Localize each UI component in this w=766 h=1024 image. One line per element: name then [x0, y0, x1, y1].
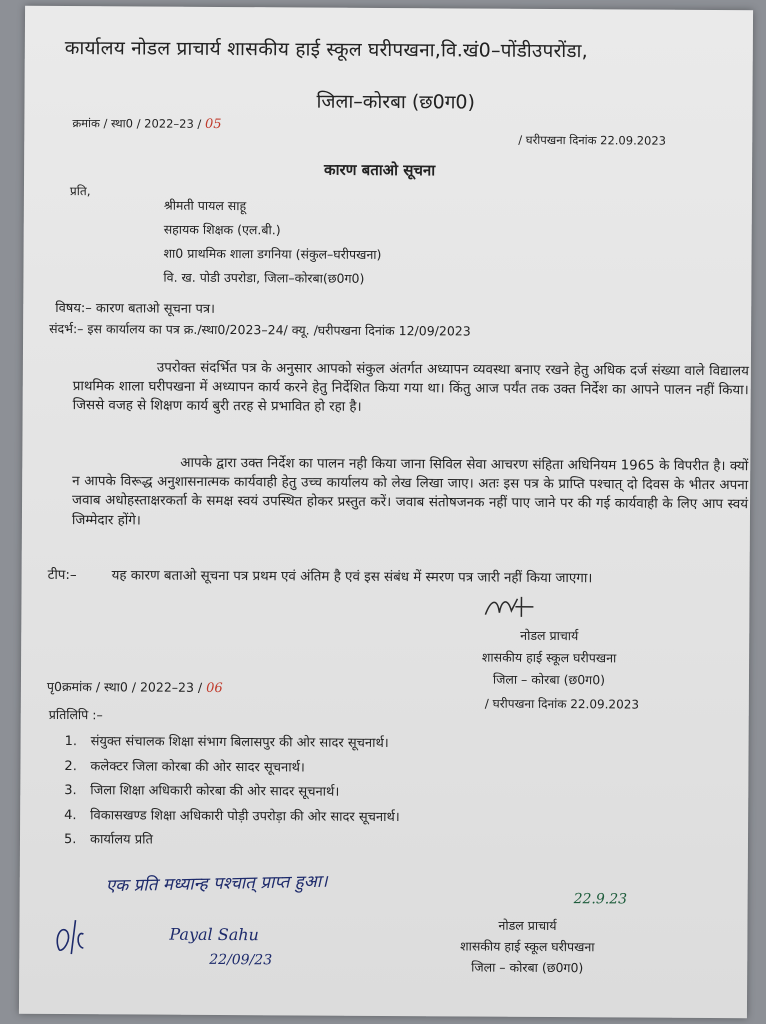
endorsement-date: / घरीपखना दिनांक 22.09.2023 [484, 696, 640, 712]
office-header-line1: कार्यालय नोडल प्राचार्य शासकीय हाई स्कूल घरीपखना,वि.खं0–पोंडीउपरोंडा, [64, 37, 588, 63]
recipient-designation: सहायक शिक्षक (एल.बी.) [163, 221, 281, 238]
signatory-2-district: जिला – कोरबा (छ0ग0) [471, 959, 584, 976]
cc-label: प्रतिलिपि :– [48, 706, 103, 723]
cc-list [64, 730, 400, 855]
signature-scribble-icon [481, 593, 541, 623]
subject-line: विषय:– कारण बताओ सूचना पत्र। [55, 300, 216, 317]
initial-scribble [49, 910, 99, 964]
endorsement-number [47, 678, 223, 696]
document-title: कारण बताओ सूचना [324, 160, 436, 180]
recipient-school: शा0 प्राथमिक शाला डगनिया (संकुल–घरीपखना) [163, 245, 382, 262]
document-page [19, 6, 753, 1018]
list-item: 4. विकासखण्ड शिक्षा अधिकारी पोड़ी उपरोड़ा की ओर सादर सूचनार्थ। [64, 807, 400, 825]
receiver-signature-date: 22/09/23 [209, 951, 273, 969]
receiver-signature-name: Payal Sahu [169, 924, 259, 945]
list-item: 1. संयुक्त संचालक शिक्षा संभाग बिलासपुर की ओर सादर सूचनार्थ। [64, 734, 389, 752]
signature-scribble-row [419, 602, 679, 626]
signature-2-date: 22.9.23 [573, 891, 628, 908]
signature-block [419, 602, 680, 692]
initial-scribble-icon [49, 910, 99, 960]
handwritten-receipt-note: एक प्रति मध्यान्ह पश्चात् प्राप्त हुआ। [105, 871, 328, 897]
recipient-block: वि. ख. पोडी उपरोडा, जिला–कोरबा(छ0ग0) [163, 269, 365, 286]
signatory-designation: नोडल प्राचार्य [520, 627, 579, 644]
signatory-school: शासकीय हाई स्कूल घरीपखना [481, 649, 617, 666]
office-header-line2: जिला–कोरबा (छ0ग0) [316, 90, 476, 114]
reference-number [72, 116, 221, 132]
to-label: प्रति, [69, 184, 91, 199]
body-paragraph-2: आपके द्वारा उक्त निर्देश का पालन नही किया जाना सिविल सेवा आचरण संहिता अधिनियम 1965 के विपरीत है। क्यों न आपके विरूद्ध अनुशासनात्मक कार्यवाही हेतु उच्च कार्यालय को लेख लिखा जाए। अतः इस पत्र के प्राप्ति पश्चात् दो दिवस के भीतर अपना जवाब अधोहस्ताक्षरकर्ता के समक्ष स्वयं उपस्थित होकर प्रस्तुत करें। जवाब संतोषजनक नहीं पाए जाने पर की गई कार्यवाही के लिए आप स्वयं जिम्मेदार होंगे। [71, 455, 749, 529]
body-paragraph-1: उपरोक्त संदर्भित पत्र के अनुसार आपको संकुल अंतर्गत अध्यापन व्यवस्था बनाए रखने हेतु अधिक दर्ज संख्या वाले विद्यालय प्राथमिक शाला घरीपखना में अध्यापन कार्य करने हेतु निर्देशित किया गया था। किंतु आज पर्यंत तक उक्त निर्देश का आपने पालन नहीं किया। जिससे वजह से शिक्षण कार्य बुरी तरह से प्रभावित हो रहा है। [72, 360, 749, 416]
note [48, 566, 748, 590]
reference-number-handwritten: 05 [204, 116, 222, 132]
signatory-2-designation: नोडल प्राचार्य [498, 917, 557, 934]
signature-scribble [481, 593, 541, 630]
signatory-district: जिला – कोरबा (छ0ग0) [492, 671, 606, 688]
list-item: 2. कलेक्टर जिला कोरबा की ओर सादर सूचनार्थ। [64, 758, 305, 776]
note-text: यह कारण बताओ सूचना पत्र प्रथम एवं अंतिम है एवं इस संबंध में स्मरण पत्र जारी नहीं किया जाएगा। [111, 568, 593, 587]
list-item: 5. कार्यालय प्रति [63, 832, 153, 848]
list-item: 3. जिला शिक्षा अधिकारी कोरबा की ओर सादर सूचनार्थ। [64, 783, 340, 800]
recipient-name: श्रीमती पायल साहू [163, 197, 247, 214]
note-label: टीप:– [47, 567, 77, 584]
signatory-2-school: शासकीय हाई स्कूल घरीपखना [460, 938, 595, 955]
endorsement-number-handwritten: 06 [206, 680, 223, 697]
signature-block-2 [417, 891, 637, 978]
reference-line: संदर्भ:– इस कार्यालय का पत्र क्र./स्था0/2023–24/ क्यू. /घरीपखना दिनांक 12/09/2023 [49, 320, 471, 339]
letter-date: / घरीपखना दिनांक 22.09.2023 [518, 132, 667, 148]
reference-number-printed: क्रमांक / स्था0 / 2022–23 / [72, 116, 202, 131]
endorsement-number-printed: पृ0क्रमांक / स्था0 / 2022–23 / [46, 678, 203, 695]
